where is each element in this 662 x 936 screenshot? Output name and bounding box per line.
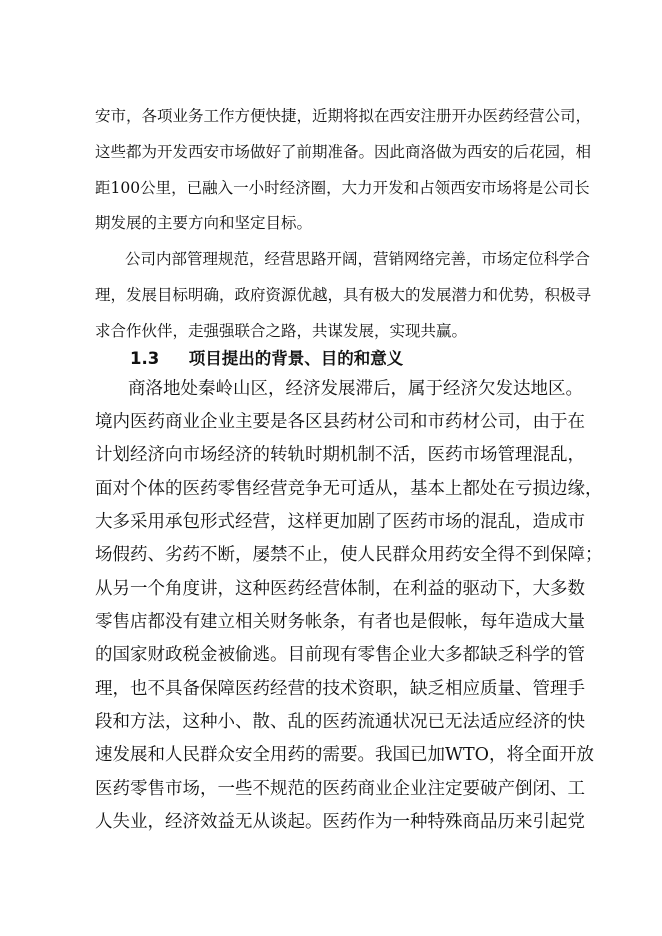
section-heading xyxy=(130,345,403,369)
paragraph-3-line-6: 场假药、劣药不断，屡禁不止，使人民群众用药安全得不到保障； xyxy=(95,545,603,565)
paragraph-3-line-14: 人失业，经济效益无从谈起。医药作为一种特殊商品历来引起党 xyxy=(95,812,585,832)
paragraph-3-line-12: 速发展和人民群众安全用药的需要。我国已加WTO，将全面开放 xyxy=(95,745,595,765)
paragraph-3-line-4: 面对个体的医药零售经营竞争无可适从，基本上都处在亏损边缘， xyxy=(95,479,603,499)
paragraph-3-line-2: 境内医药商业企业主要是各区县药材公司和市药材公司，由于在 xyxy=(95,412,585,432)
paragraph-1-line-1: 安市，各项业务工作方便快捷，近期将拟在西安注册开办医药经营公司， xyxy=(95,107,592,125)
paragraph-2-line-1: 公司内部管理规范，经营思路开阔，营销网络完善，市场定位科学合 xyxy=(125,250,591,268)
section-number: 1.3 xyxy=(130,349,160,368)
paragraph-3-line-3: 计划经济向市场经济的转轨时期机制不活，医药市场管理混乱， xyxy=(95,445,585,465)
paragraph-2-line-2: 理，发展目标明确，政府资源优越，具有极大的发展潜力和优势，积极寻 xyxy=(95,286,592,304)
section-title: 项目提出的背景、目的和意义 xyxy=(188,349,404,368)
paragraph-1-line-4: 期发展的主要方向和坚定目标。 xyxy=(95,214,313,232)
paragraph-3-line-8: 零售店都没有建立相关财务帐条，有者也是假帐，每年造成大量 xyxy=(95,612,585,632)
paragraph-1-line-2: 这些都为开发西安市场做好了前期准备。因此商洛做为西安的后花园，相 xyxy=(95,143,592,161)
paragraph-3-line-11: 段和方法，这种小、散、乱的医药流通状况已无法适应经济的快 xyxy=(95,712,585,732)
paragraph-3-line-5: 大多采用承包形式经营，这样更加剧了医药市场的混乱，造成市 xyxy=(95,512,585,532)
paragraph-3-line-9: 的国家财政税金被偷逃。目前现有零售企业大多都缺乏科学的管 xyxy=(95,645,585,665)
paragraph-3-line-1: 商洛地处秦岭山区，经济发展滞后，属于经济欠发达地区。 xyxy=(128,379,583,399)
paragraph-1-line-3: 距100公里，已融入一小时经济圈，大力开发和占领西安市场将是公司长 xyxy=(95,179,590,197)
paragraph-3-line-7: 从另一个角度讲，这种医药经营体制，在利益的驱动下，大多数 xyxy=(95,579,585,599)
paragraph-3-line-13: 医药零售市场，一些不规范的医药商业企业注定要破产倒闭、工 xyxy=(95,779,585,799)
paragraph-3-line-10: 理，也不具备保障医药经营的技术资职，缺乏相应质量、管理手 xyxy=(95,679,585,699)
paragraph-2-line-3: 求合作伙伴，走强强联合之路，共谋发展，实现共赢。 xyxy=(95,322,468,340)
